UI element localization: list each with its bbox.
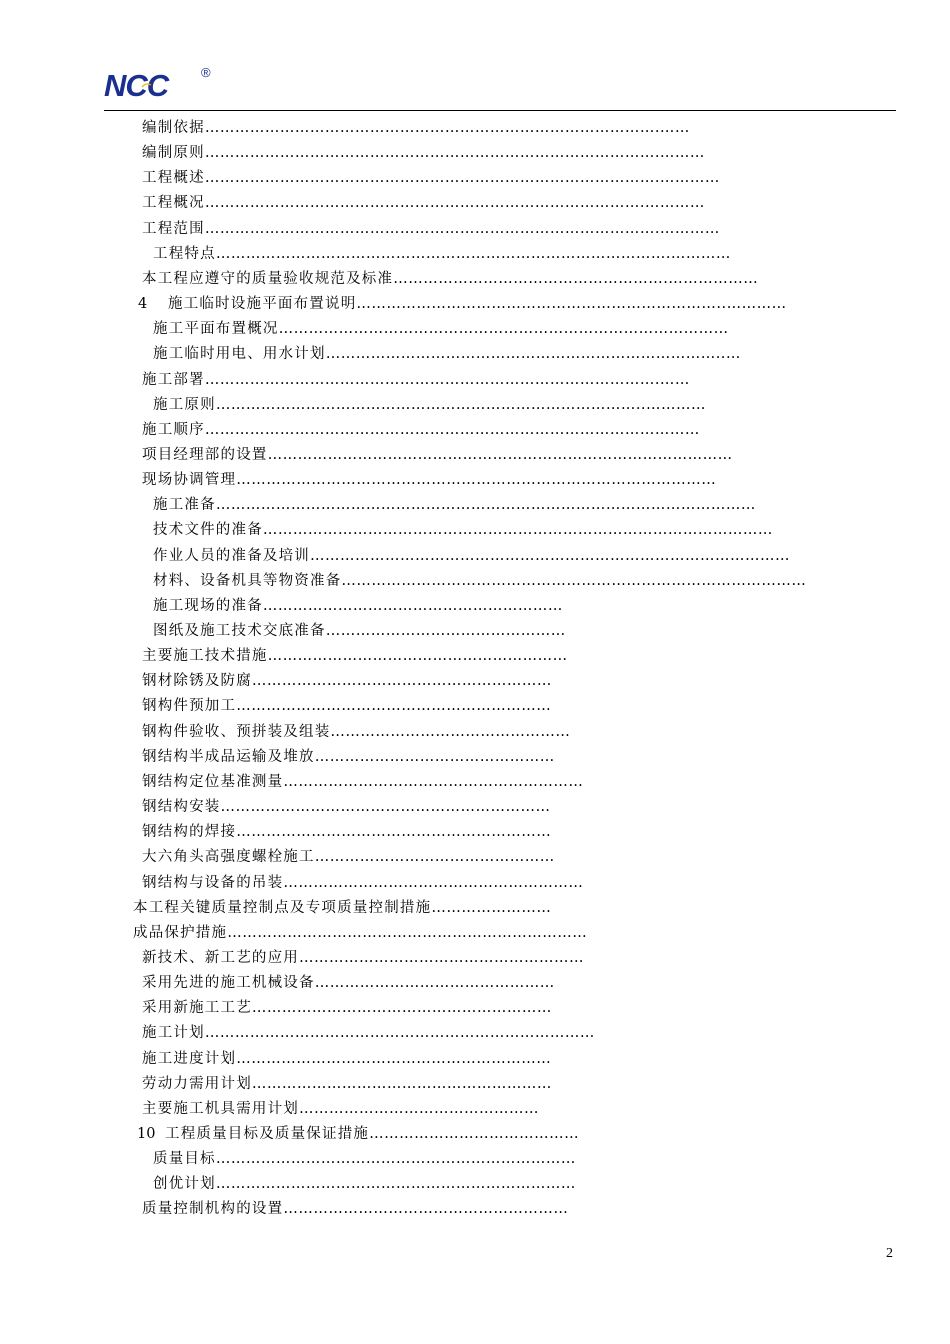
toc-entry-title: 作业人员的准备及培训 (153, 547, 310, 564)
toc-entry-title: 现场协调管理 (142, 472, 237, 489)
toc-entry[interactable] (153, 342, 741, 367)
toc-entry-title: 施工原则 (153, 396, 216, 413)
toc-entry[interactable] (142, 368, 690, 393)
toc-entry[interactable] (153, 619, 566, 644)
toc-entry[interactable] (142, 1072, 552, 1097)
toc-entry[interactable] (142, 468, 716, 493)
toc-entry[interactable] (142, 996, 552, 1021)
toc-entry-leader: ………………………………………… (314, 975, 555, 992)
toc-entry-title: 施工临时用电、用水计划 (153, 346, 326, 363)
svg-text:®: ® (201, 65, 211, 80)
toc-entry[interactable] (153, 317, 729, 342)
toc-entry[interactable] (142, 845, 555, 870)
toc-entry-title: 新技术、新工艺的应用 (142, 949, 299, 966)
toc-entry-leader: …………………………………… (369, 1126, 580, 1142)
page-number: 2 (886, 1246, 893, 1261)
toc-entry-number: 4 (138, 296, 148, 313)
toc-entry[interactable] (142, 1047, 551, 1072)
toc-entry-leader: ………………………………………… (330, 723, 571, 740)
toc-entry-title: 钢构件预加工 (142, 698, 237, 715)
toc-entry-leader: …………………………………………………………………………………… (310, 547, 790, 564)
toc-entry-title: 工程质量目标及质量保证措施 (165, 1126, 370, 1142)
toc-entry-title: 施工临时设施平面布置说明 (168, 296, 357, 313)
toc-entry-leader: …………………… (431, 899, 552, 916)
toc-entry-title: 工程范围 (142, 220, 205, 237)
toc-entry-title: 施工部署 (142, 371, 205, 388)
toc-entry-leader: ………………………………………………………………………………… (341, 572, 807, 589)
toc-entry[interactable] (153, 1172, 576, 1197)
toc-entry-leader: ………………………………………………………… (220, 799, 551, 816)
toc-entry[interactable] (142, 141, 705, 166)
toc-entry-title: 编制依据 (142, 120, 205, 136)
ncc-logo (104, 64, 224, 104)
toc-entry[interactable] (142, 1197, 568, 1222)
toc-entry-leader: ……………………………………………………… (236, 698, 552, 715)
toc-entry-title: 钢结构半成品运输及堆放 (142, 748, 315, 765)
toc-entry[interactable] (142, 694, 551, 719)
toc-entry[interactable] (142, 1021, 595, 1046)
toc-entry-leader: …………………………………………………… (283, 773, 584, 790)
toc-entry[interactable] (153, 569, 806, 594)
toc-entry-title: 质量目标 (153, 1151, 216, 1168)
toc-entry-title: 创优计划 (153, 1176, 216, 1193)
toc-entry-title: 钢结构与设备的吊装 (142, 874, 284, 891)
toc-entry-title: 本工程关键质量控制点及专项质量控制措施 (133, 899, 432, 916)
toc-entry-leader: ……………………………………………………………… (215, 1176, 576, 1193)
toc-entry-title: 施工顺序 (142, 421, 205, 438)
toc-entry[interactable] (153, 544, 790, 569)
toc-entry-title: 本工程应遵守的质量验收规范及标准 (142, 270, 394, 287)
toc-entry-title: 采用新施工工艺 (142, 1000, 252, 1017)
toc-entry-leader: ………………………………………… (299, 1100, 539, 1117)
toc-entry-leader: ………………………………………… (314, 849, 555, 866)
toc-entry[interactable] (142, 191, 705, 216)
header-rule (104, 110, 896, 111)
toc-entry-title: 大六角头高强度螺栓施工 (142, 849, 315, 866)
toc-entry-title: 主要施工技术措施 (142, 648, 268, 665)
svg-text:NCC: NCC (104, 68, 169, 103)
toc-entry-leader: …………………………………………………… (251, 673, 552, 690)
toc-entry-leader: ……………………………………………………………………………….………… (215, 245, 731, 262)
toc-entry-title: 施工进度计划 (142, 1050, 237, 1067)
toc-entry[interactable] (153, 493, 756, 518)
toc-entry-leader: …………………………………………………… (283, 874, 584, 891)
toc-entry-title: 施工现场的准备 (153, 597, 263, 614)
toc-entry-leader: …………………………………………………… (262, 597, 563, 614)
toc-entry-leader: ……………………………………………………………… (227, 924, 588, 941)
toc-entry-leader: ………………………………………………… (299, 949, 584, 966)
toc-entry-title: 劳动力需用计划 (142, 1075, 252, 1092)
toc-entry-title: 施工准备 (153, 497, 216, 514)
toc-entry-title: 施工平面布置概况 (153, 321, 279, 338)
toc-entry-leader: ……………………………………………………………………………………………… (215, 497, 756, 514)
toc-entry[interactable] (142, 795, 551, 820)
toc-entry[interactable] (142, 166, 720, 191)
toc-entry[interactable] (133, 921, 587, 946)
toc-entry-leader: …………………………………………………………………………….………… (204, 195, 705, 212)
toc-entry-title: 项目经理部的设置 (142, 446, 268, 463)
toc-entry-leader: ………………………………………………………………………………… (267, 446, 733, 463)
toc-entry[interactable] (142, 267, 758, 292)
toc-entry-title: 编制原则 (142, 145, 205, 162)
toc-entry[interactable] (153, 594, 563, 619)
toc-entry[interactable] (142, 971, 555, 996)
toc-entry-title: 成品保护措施 (133, 924, 228, 941)
toc-entry-leader: ……………………………………………………………………..… (325, 346, 741, 363)
toc-entry-leader: …………………………………………………… (267, 648, 568, 665)
toc-entry-leader: …………………………………………………………………………..………… (215, 396, 707, 413)
toc-entry-title: 图纸及施工技术交底准备 (153, 623, 326, 639)
toc-entry[interactable] (153, 518, 773, 543)
toc-entry-title: 质量控制机构的设置 (142, 1201, 284, 1218)
toc-entry-title: 主要施工机具需用计划 (142, 1100, 299, 1117)
toc-entry[interactable] (142, 871, 583, 896)
toc-entry-title: 采用先进的施工机械设备 (142, 975, 315, 992)
toc-entry[interactable] (153, 242, 731, 267)
toc-entry-title: 技术文件的准备 (153, 522, 263, 539)
toc-entry-title: 钢结构定位基准测量 (142, 773, 284, 790)
toc-entry-leader: …………………………………………………… (251, 1000, 552, 1017)
toc-entry-leader: ………………………………………………… (283, 1201, 569, 1218)
toc-entry-leader: ……………………………………………………… (236, 824, 552, 841)
toc-entry[interactable] (142, 1097, 539, 1122)
toc-entry[interactable] (142, 443, 733, 468)
toc-entry[interactable] (142, 720, 570, 745)
toc-entry-number: 10 (137, 1126, 156, 1142)
toc-entry-title: 材料、设备机具等物资准备 (153, 572, 342, 589)
toc-entry-leader: ………………………………………… (314, 748, 555, 765)
toc-entry-title: 钢构件验收、预拼装及组装 (142, 723, 331, 740)
toc-entry[interactable] (142, 418, 700, 443)
toc-entry-leader: ……………………………………………………… (236, 1050, 552, 1067)
toc-entry-leader: ……………………………………………………………………………….………… (204, 170, 720, 187)
toc-entry[interactable] (142, 217, 720, 242)
toc-entry[interactable] (153, 393, 706, 418)
toc-entry-title: 工程特点 (153, 245, 216, 262)
toc-entry-leader: ……………………………………………………………………………………… (204, 421, 700, 438)
toc-entry-title: 施工计划 (142, 1025, 205, 1042)
toc-entry[interactable] (142, 770, 583, 795)
toc-entry-leader: ……………………………………………….……………… (393, 270, 759, 287)
toc-entry[interactable] (142, 745, 555, 770)
toc-entry-title: 钢结构安装 (142, 799, 221, 816)
toc-entry[interactable] (137, 1122, 579, 1147)
toc-entry-leader: ……………………………………………………………………………….……… (204, 145, 705, 162)
toc-entry[interactable] (142, 116, 690, 141)
toc-entry[interactable] (142, 820, 551, 845)
toc-entry-leader: ………………………………………………………………..………… (356, 296, 787, 313)
toc-entry[interactable] (153, 1147, 576, 1172)
toc-entry-leader: …………………………………………………………………………………… (236, 472, 717, 489)
toc-entry-title: 工程概述 (142, 170, 205, 187)
toc-entry-leader: ………………………………………… (325, 623, 566, 639)
toc-entry-leader: ……………………………………………………………………………….…… (204, 371, 690, 388)
toc-entry-leader: ……………………………………………………………… (215, 1151, 576, 1168)
toc-entry[interactable] (133, 896, 551, 921)
toc-entry-leader: ………………………………………………………………………………………… (262, 522, 773, 539)
toc-entry-title: 钢结构的焊接 (142, 824, 237, 841)
toc-entry-leader: …………………………………………………… (251, 1075, 552, 1092)
toc-entry-title: 工程概况 (142, 195, 205, 212)
toc-entry[interactable] (138, 292, 787, 317)
toc-entry[interactable] (142, 644, 568, 669)
toc-entry-leader: ……………………………………………………………………………… (278, 321, 729, 338)
toc-entry[interactable] (142, 669, 552, 694)
toc-entry-leader: …………………………………………………………………… (204, 1025, 595, 1042)
toc-entry-title: 钢材除锈及防腐 (142, 673, 252, 690)
toc-entry-leader: ……………………………………………………………………………….………… (204, 220, 720, 237)
toc-entry-leader: ……………………………………………………………………………….…… (204, 120, 690, 136)
toc-entry[interactable] (142, 946, 584, 971)
